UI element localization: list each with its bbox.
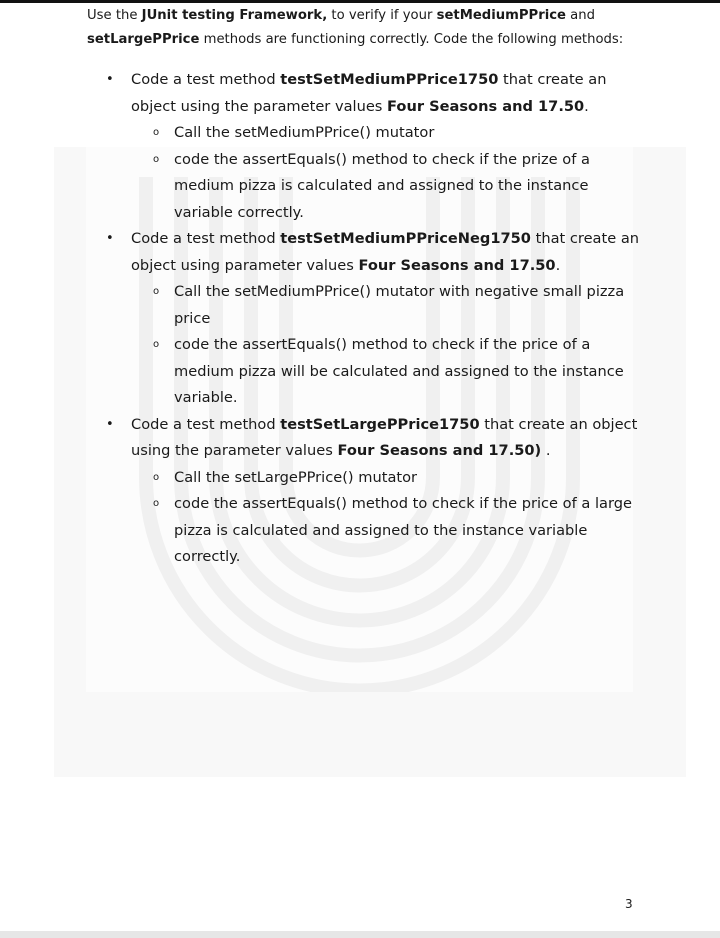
list-item — [106, 226, 646, 279]
intro-paragraph: Use the JUnit testing Framework, to verify if your setMediumPPrice and setLargePPrice methods are functioning correctly. Code the following methods: — [87, 8, 624, 47]
list-item — [106, 67, 646, 120]
sub-list-item — [106, 147, 646, 227]
bullet-icon: • — [106, 72, 114, 87]
sub-list-item-text: code the assertEquals() method to check if the prize of a medium pizza is calculated and assigned to the instance variable correctly. — [174, 150, 590, 221]
bullet-icon: • — [106, 231, 114, 246]
list-item-text: Code a test method testSetLargePPrice1750 that create an object using the parameter values Four Seasons and 17.50) . — [131, 415, 638, 459]
circle-bullet-icon: o — [153, 498, 160, 509]
sub-list-item-text: code the assertEquals() method to check if the price of a medium pizza will be calculated and assigned to the instance variable. — [174, 336, 624, 406]
sub-list-item — [106, 279, 646, 332]
page-number: 3 — [625, 897, 633, 911]
sub-list-item-text: Call the setMediumPPrice() mutator with negative small pizza price — [174, 283, 625, 327]
circle-bullet-icon: o — [153, 153, 160, 165]
page-bottom-bar — [0, 931, 720, 938]
sub-list-item-text: code the assertEquals() method to check if the price of a large pizza is calculated and assigned to the instance variable correctly. — [174, 495, 632, 565]
list-item-text: Code a test method testSetMediumPPriceNeg1750 that create an object using parameter values Four Seasons and 17.50. — [131, 230, 640, 274]
list-item — [106, 412, 646, 465]
sub-list-item — [106, 491, 646, 571]
test-method-list — [106, 67, 646, 571]
circle-bullet-icon: o — [153, 471, 160, 483]
sub-list-item-text: Call the setMediumPPrice() mutator — [174, 124, 435, 141]
top-rule — [0, 0, 720, 3]
list-item-text: Code a test method testSetMediumPPrice1750 that create an object using the parameter values Four Seasons and 17.50. — [131, 71, 607, 115]
circle-bullet-icon: o — [153, 339, 160, 350]
circle-bullet-icon: o — [153, 127, 160, 138]
sub-list-item — [106, 120, 646, 147]
sub-list-item-text: Call the setLargePPrice() mutator — [174, 468, 418, 486]
sub-list-item — [106, 465, 646, 492]
circle-bullet-icon: o — [153, 286, 160, 297]
sub-list-item — [106, 332, 646, 412]
bullet-icon: • — [106, 416, 114, 432]
